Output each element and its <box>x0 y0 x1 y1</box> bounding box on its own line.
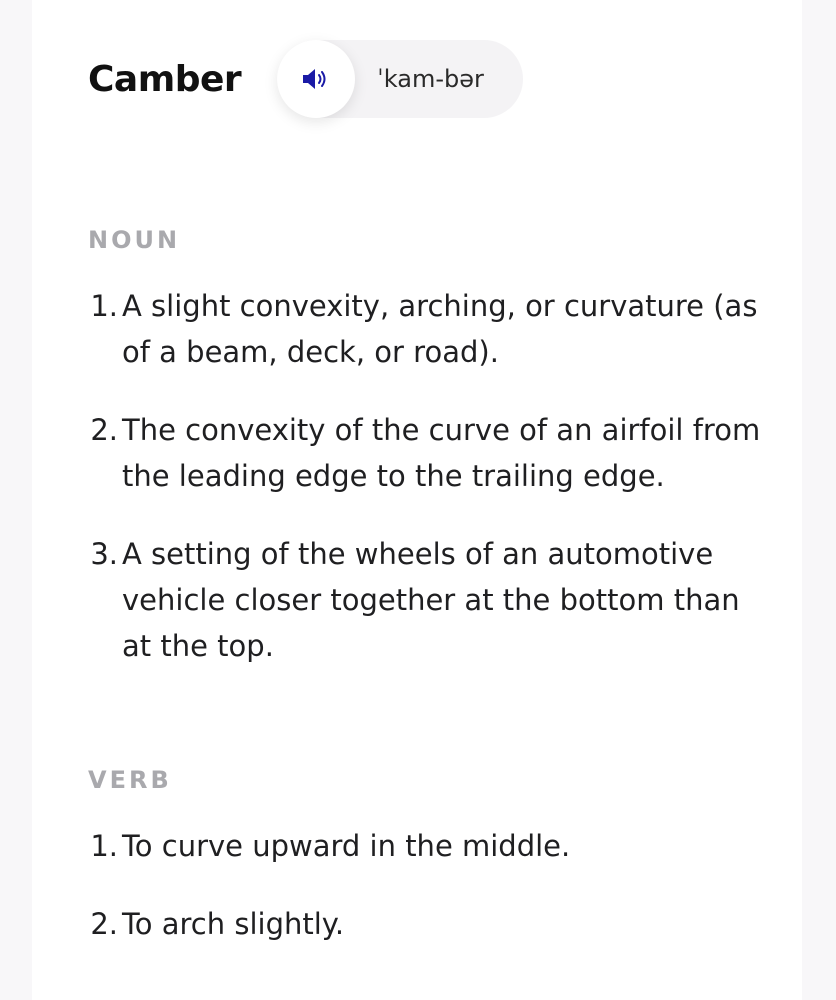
part-of-speech-verb: VERB <box>88 766 172 794</box>
noun-definition-3 <box>88 531 768 669</box>
definition-text: To curve upward in the middle. <box>122 829 571 863</box>
entry-word: Camber <box>88 58 242 100</box>
pronunciation-text: ˈkam-bər <box>377 65 484 93</box>
definition-number: 2. <box>90 907 118 941</box>
definition-number: 1. <box>90 289 118 323</box>
definition-text: A setting of the wheels of an automotive vehicle closer together at the bottom than at the top. <box>122 537 740 663</box>
definition-text: A slight convexity, arching, or curvature (as of a beam, deck, or road). <box>122 289 758 369</box>
definition-number: 2. <box>90 413 118 447</box>
part-of-speech-noun: NOUN <box>88 226 181 254</box>
definition-text: To arch slightly. <box>122 907 345 941</box>
verb-definitions <box>88 823 768 947</box>
definition-number: 1. <box>90 829 118 863</box>
definition-number: 3. <box>90 537 118 571</box>
noun-definition-2 <box>88 407 768 499</box>
entry-header <box>88 40 523 118</box>
speaker-icon <box>301 67 331 91</box>
verb-definition-2 <box>88 901 768 947</box>
pronunciation-pill <box>277 40 523 118</box>
verb-definition-1 <box>88 823 768 869</box>
noun-definitions <box>88 283 768 669</box>
play-pronunciation-button[interactable] <box>277 40 355 118</box>
definition-text: The convexity of the curve of an airfoil from the leading edge to the trailing edge. <box>122 413 761 493</box>
definition-card <box>32 0 802 1000</box>
noun-definition-1 <box>88 283 768 375</box>
